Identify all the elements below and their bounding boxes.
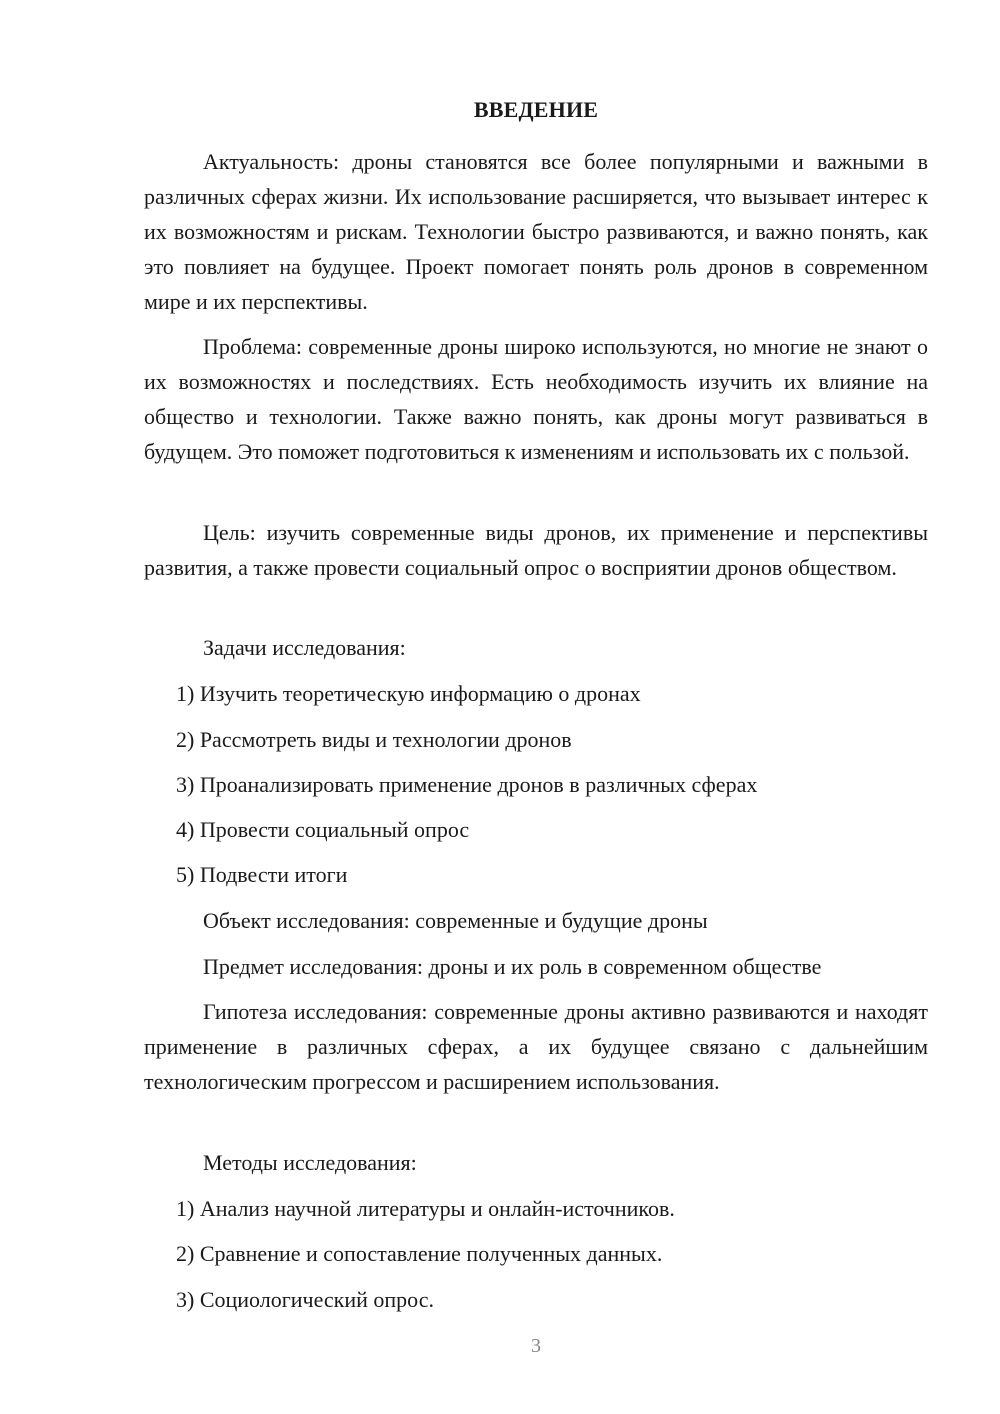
relevance-paragraph: Актуальность: дроны становятся все более популярными и важными в различных сферах жизни. Их использование расширяется, что вызывает интерес к их возможностям и рискам. Технологии быстро развиваются, и важно понять, как это повлияет на будущее. Проект помогает понять роль дронов в современном мире и их перспективы. [144,149,928,314]
tasks-heading: Задачи исследования: [203,635,406,660]
task-item: 2) Рассмотреть виды и технологии дронов [176,727,572,752]
method-item: 1) Анализ научной литературы и онлайн-источников. [176,1196,675,1221]
hypothesis-paragraph: Гипотеза исследования: современные дроны активно развиваются и находят применение в различных сферах, а их будущее связано с дальнейшим технологическим прогрессом и расширением использования. [144,999,928,1094]
section-title: ВВЕДЕНИЕ [473,97,599,122]
subject-paragraph: Предмет исследования: дроны и их роль в современном обществе [203,954,822,979]
task-item: 3) Проанализировать применение дронов в различных сферах [176,772,758,797]
goal-paragraph: Цель: изучить современные виды дронов, их применение и перспективы развития, а также провести социальный опрос о восприятии дронов обществом. [144,520,928,580]
method-item: 2) Сравнение и сопоставление полученных данных. [176,1241,663,1266]
page-number: 3 [531,1335,541,1357]
object-paragraph: Объект исследования: современные и будущие дроны [203,908,708,933]
method-item: 3) Социологический опрос. [176,1287,434,1312]
task-item: 4) Провести социальный опрос [176,817,470,842]
problem-paragraph: Проблема: современные дроны широко используются, но многие не знают о их возможностях и последствиях. Есть необходимость изучить их влияние на общество и технологии. Также важно понять, как дроны могут развиваться в будущем. Это поможет подготовиться к изменениям и использовать их с пользой. [144,334,928,464]
methods-heading: Методы исследования: [203,1150,417,1175]
task-item: 1) Изучить теоретическую информацию о дронах [176,681,641,706]
task-item: 5) Подвести итоги [176,862,348,887]
